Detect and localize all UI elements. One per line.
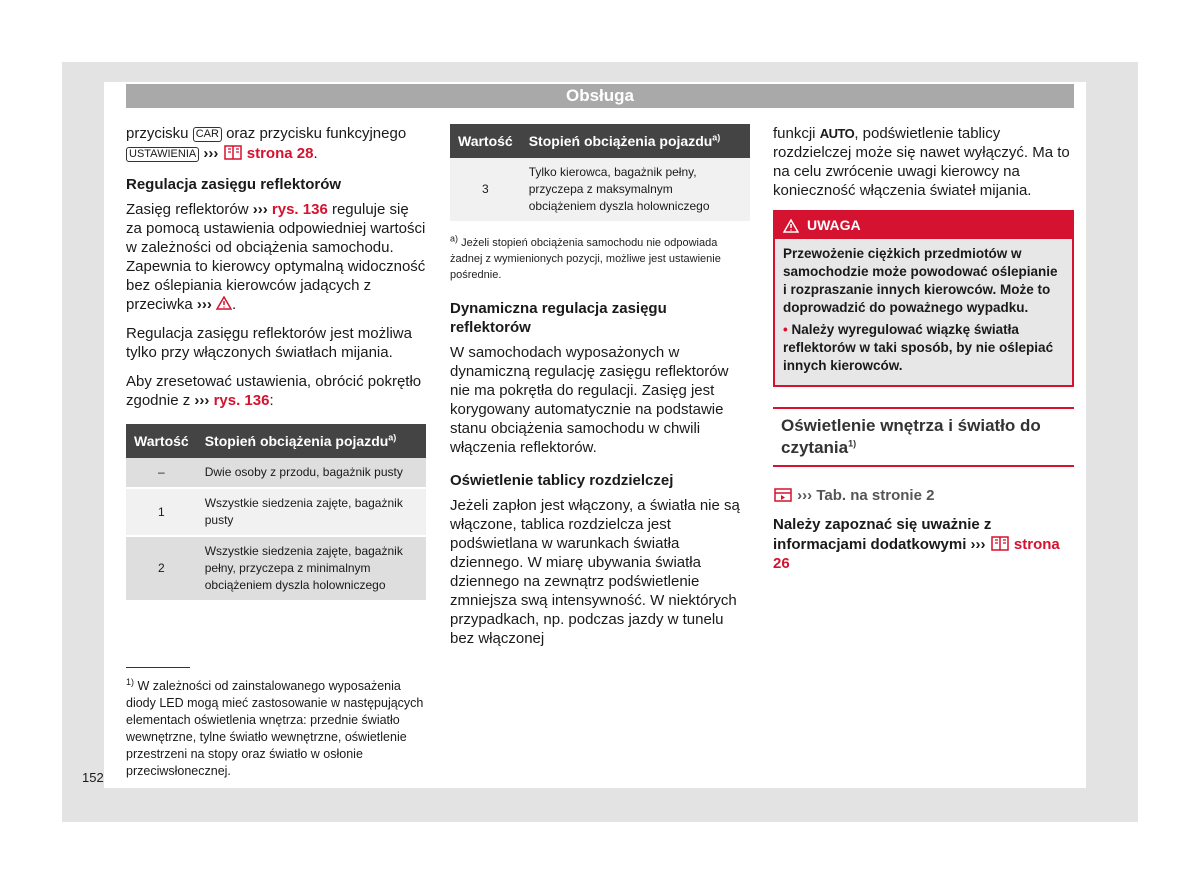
footnote-text: W zależności od zainstalowanego wyposażenia diody LED mogą mieć zastosowanie w następujących elementach oświetlenia wnętrza: przednie światło wewnętrzne, tylne światło wewnętrzne, oświetlenie przestrzeni na stopy oraz światło w osłonie przeciwsłonecznej.	[126, 679, 424, 778]
chapter-header: Obsługa	[126, 84, 1074, 108]
heading-dynamic-range: Dynamiczna regulacja zasięgu reflektorów	[450, 300, 667, 336]
ref-arrows: ›››	[194, 392, 210, 409]
column-3	[773, 124, 1074, 583]
page-number: 152	[82, 770, 104, 785]
car-key-icon: CAR	[193, 127, 222, 142]
note-marker: a)	[450, 233, 459, 244]
text: przycisku	[126, 125, 189, 142]
heading-dashboard-lighting: Oświetlenie tablicy rozdzielczej	[450, 472, 674, 489]
ref-arrows: ›››	[196, 296, 212, 313]
table-cell-desc: Tylko kierowca, bagażnik pełny, przyczepa z maksymalnym obciążeniem dyszla holowniczego	[521, 158, 750, 222]
table-row	[126, 536, 426, 601]
book-reference-icon	[990, 534, 1010, 552]
warning-bullet	[783, 321, 1064, 375]
warning-text: Przewożenie ciężkich przedmiotów w samochodzie może powodować oślepianie i rozpraszanie innych kierowców. Może to doprowadzić do poważnego wypadku.	[783, 246, 1058, 315]
intro-paragraph: przycisku CAR oraz przycisku funkcyjnego USTAWIENIA ››› strona 28.	[126, 125, 407, 162]
reset-paragraph	[126, 372, 426, 410]
section-title-text: Oświetlenie wnętrza i światło do czytania	[781, 416, 1041, 457]
link-tab-strona-2[interactable]: Tab. na stronie 2	[816, 487, 935, 504]
auto-symbol: AUTO	[819, 126, 855, 141]
text: , podświetlenie tablicy rozdzielczej może się nawet wyłączyć. Ma to na celu zwrócenie uwagi kierowcy na konieczność włączenia świateł mijania.	[773, 125, 1070, 199]
footnote-marker: 1)	[126, 676, 135, 687]
table-row	[450, 158, 750, 222]
link-rys-136[interactable]: rys. 136	[213, 392, 270, 409]
text: funkcji	[773, 125, 816, 142]
table-row	[126, 488, 426, 536]
warning-title: UWAGA	[807, 217, 861, 233]
load-table	[126, 424, 426, 602]
warning-box	[773, 210, 1074, 387]
book-reference-icon	[223, 143, 243, 161]
table-cell-value: 1	[126, 488, 197, 536]
column-2	[450, 124, 750, 658]
ref-arrows: ›››	[203, 145, 219, 162]
ref-arrows: ›››	[797, 487, 813, 504]
table-header-value: Wartość	[126, 424, 197, 458]
load-table-continued	[450, 124, 750, 223]
section-title	[773, 407, 1074, 467]
table-header-value: Wartość	[450, 124, 521, 158]
note-text: Jeżeli stopień obciążenia samochodu nie odpowiada żadnej z wymienionych pozycji, możliwe jest ustawienie pośrednie.	[450, 237, 721, 281]
settings-key-icon: USTAWIENIA	[126, 147, 199, 162]
table-reference-icon	[773, 485, 793, 503]
table-header-load: Stopień obciążenia pojazdu$^{a)}$	[521, 124, 750, 158]
footnote-marker: 1)	[848, 438, 857, 449]
dynamic-range-paragraph: W samochodach wyposażonych w dynamiczną regulację zasięgu reflektorów nie ma pokrętła do regulacji. Zasięg jest korygowany automatycznie na podstawie stanu obciążenia samochodu w chwili włączenia reflektorów.	[450, 344, 729, 456]
table-note	[450, 235, 750, 283]
table-cell-desc: Wszystkie siedzenia zajęte, bagażnik pusty	[197, 488, 426, 536]
ref-arrows: ›››	[252, 201, 268, 218]
text: Aby zresetować ustawienia, obrócić pokrętło zgodnie z	[126, 373, 422, 409]
text: reguluje się za pomocą ustawienia odpowiedniej wartości w zależności od obciążenia samochodu. Zapewnia to kierowcy optymalną widoczność bez oślepiania kierowców jadących z przeciwka	[126, 201, 426, 313]
table-cell-desc: Wszystkie siedzenia zajęte, bagażnik pełny, przyczepa z minimalnym obciążeniem dyszla holowniczego	[197, 536, 426, 601]
table-header-load: Stopień obciążenia pojazdu$^{a)}$	[197, 424, 426, 458]
text: Zasięg reflektorów	[126, 201, 249, 218]
table-row	[126, 458, 426, 488]
footnote-divider	[126, 667, 190, 668]
warning-triangle-icon[interactable]	[216, 296, 232, 310]
warning-triangle-icon	[783, 219, 799, 233]
footnote-1	[126, 678, 426, 780]
warning-body	[775, 239, 1072, 385]
link-strona-28[interactable]: strona 28	[246, 145, 314, 162]
bullet-icon: •	[783, 322, 788, 337]
low-beam-paragraph: Regulacja zasięgu reflektorów jest możliwa tylko przy włączonych światłach mijania.	[126, 325, 412, 361]
link-rys-136[interactable]: rys. 136	[271, 201, 328, 218]
ref-arrows: ›››	[970, 536, 986, 553]
text: oraz przycisku funkcyjnego	[226, 125, 407, 142]
text: :	[269, 392, 274, 409]
table-cell-value: –	[126, 458, 197, 488]
auto-paragraph	[773, 124, 1074, 200]
headlight-range-paragraph: Zasięg reflektorów ››› rys. 136 reguluje się za pomocą ustawienia odpowiedniej wartości w zależności od obciążenia samochodu. Zapewnia to kierowcy optymalną widoczność bez oślepiania kierowców jadących z przeciwka ››› .	[126, 201, 426, 313]
warning-header	[775, 212, 1072, 239]
link-strona-26[interactable]: strona 26	[773, 536, 1060, 572]
heading-headlight-range: Regulacja zasięgu reflektorów	[126, 176, 342, 193]
table-cell-value: 2	[126, 536, 197, 601]
table-reference	[773, 485, 1074, 505]
column-1	[126, 124, 426, 602]
table-cell-value: 3	[450, 158, 521, 222]
text: Należy zapoznać się uważnie z informacjami dodatkowymi	[773, 516, 992, 553]
dashboard-lighting-paragraph: Jeżeli zapłon jest włączony, a światła nie są włączone, tablica rozdzielcza jest podświetlana w warunkach światła dziennego. W miarę ubywania światła dziennego na zewnątrz podświetlenie zmniejsza swą intensywność. W niektórych przypadkach, np. podczas jazdy w tunelu bez włączonej	[450, 497, 740, 647]
additional-info-paragraph	[773, 515, 1074, 573]
table-cell-desc: Dwie osoby z przodu, bagażnik pusty	[197, 458, 426, 488]
warning-bullet-text: Należy wyregulować wiązkę światła reflektorów w taki sposób, by nie oślepiać innych kierowców.	[783, 322, 1054, 373]
